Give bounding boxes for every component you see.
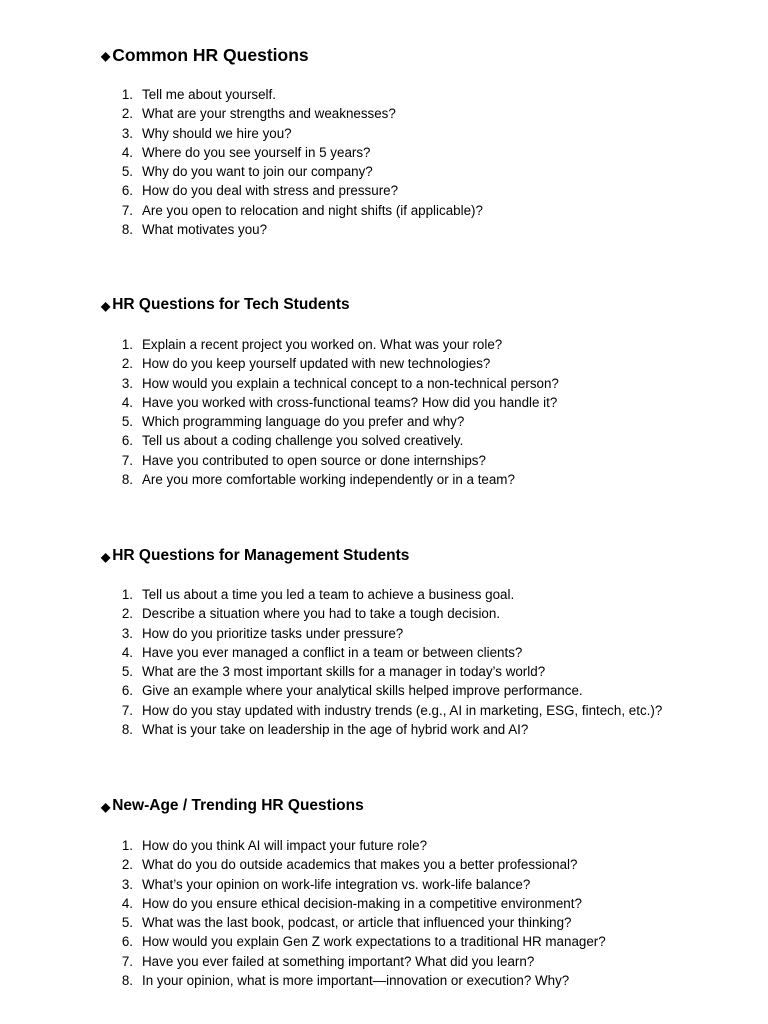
section-management-students: ◆ HR Questions for Management Students 1. Tell us about a time you led a team to achieve a business goal. 2. Describe a situation where you had to take a tough decision. 3. How do you prioritize tasks under pressure? 4. Have you ever managed a conflict in a team or between clients? 5. What are the 3 most important skills for a manager in today’s world? 6. Give an example where your analytical skills helped improve performance. 7. How do you stay updated with industry trends (e.g., AI in marketing, ESG, fintech, etc.)? 8. What is your take on leadership in the age of hybrid work and AI? (101, 547, 741, 566)
section-title: HR Questions for Tech Students (112, 296, 350, 313)
diamond-bullet-icon: ◆ (101, 49, 111, 64)
section-title: HR Questions for Management Students (112, 547, 410, 564)
section-heading (101, 45, 741, 66)
section-title: New-Age / Trending HR Questions (112, 797, 364, 814)
section-heading (101, 296, 741, 315)
section-new-age-trending: ◆ New-Age / Trending HR Questions 1. How do you think AI will impact your future role? 2. What do you do outside academics that makes you a better professional? 3. What’s your opinion on work-life integration vs. work-life balance? 4. How do you ensure ethical decision-making in a competitive environment? 5. What was the last book, podcast, or article that influenced your thinking? 6. How would you explain Gen Z work expectations to a traditional HR manager? 7. Have you ever failed at something important? What did you learn? 8. In your opinion, what is more important—innovation or execution? Why? (101, 797, 741, 816)
diamond-bullet-icon: ◆ (101, 800, 111, 815)
section-tech-students: ◆ HR Questions for Tech Students 1. Explain a recent project you worked on. What was your role? 2. How do you keep yourself updated with new technologies? 3. How would you explain a technical concept to a non-technical person? 4. Have you worked with cross-functional teams? How did you handle it? 5. Which programming language do you prefer and why? 6. Tell us about a coding challenge you solved creatively. 7. Have you contributed to open source or done internships? 8. Are you more comfortable working independently or in a team? (101, 296, 741, 315)
section-title: Common HR Questions (112, 45, 309, 65)
diamond-bullet-icon: ◆ (101, 299, 111, 314)
diamond-bullet-icon: ◆ (101, 550, 111, 565)
section-heading (101, 797, 741, 816)
section-heading (101, 547, 741, 566)
section-common-hr: ◆ Common HR Questions 1. Tell me about yourself. 2. What are your strengths and weaknesses? 3. Why should we hire you? 4. Where do you see yourself in 5 years? 5. Why do you want to join our company? 6. How do you deal with stress and pressure? 7. Are you open to relocation and night shifts (if applicable)? 8. What motivates you? (101, 45, 741, 66)
